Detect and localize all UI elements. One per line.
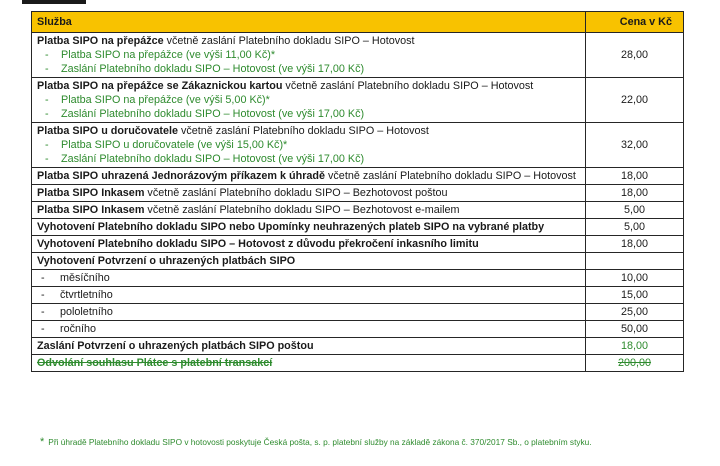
price-cell: 200,00 bbox=[586, 355, 684, 372]
table-row bbox=[32, 33, 684, 78]
service-name: Platba SIPO na přepážce bbox=[37, 35, 164, 47]
column-header-price: Cena v Kč bbox=[586, 12, 684, 33]
confirmation-item: - čtvrtletního bbox=[32, 287, 586, 304]
price-cell: 28,00 bbox=[586, 33, 684, 78]
service-cell bbox=[32, 123, 586, 168]
table-row bbox=[32, 355, 684, 372]
price-cell: 50,00 bbox=[586, 321, 684, 338]
service-name: Vyhotovení Platebního dokladu SIPO – Hotovost z důvodu překročení inkasního limitu bbox=[37, 238, 479, 250]
service-detail: včetně zaslání Platebního dokladu SIPO – Bezhotovost poštou bbox=[144, 187, 448, 199]
table-row bbox=[32, 123, 684, 168]
confirmation-item: - měsíčního bbox=[32, 270, 586, 287]
service-detail: včetně zaslání Platebního dokladu SIPO – Hotovost bbox=[178, 125, 429, 137]
service-name: Vyhotovení Platebního dokladu SIPO nebo Upomínky neuhrazených plateb SIPO na vybrané platby bbox=[37, 221, 545, 233]
sub-item: - Platba SIPO u doručovatele (ve výši 15,00 Kč)* bbox=[45, 139, 288, 151]
table-row bbox=[32, 168, 684, 185]
service-cell bbox=[32, 185, 586, 202]
table-row bbox=[32, 78, 684, 123]
price-cell-empty bbox=[586, 253, 684, 270]
service-detail: včetně zaslání Platebního dokladu SIPO – Bezhotovost e-mailem bbox=[144, 204, 460, 216]
top-rule bbox=[22, 0, 86, 4]
confirmation-item: - pololetního bbox=[32, 304, 586, 321]
confirmation-item: - ročního bbox=[32, 321, 586, 338]
table-row bbox=[32, 236, 684, 253]
price-cell: 22,00 bbox=[586, 78, 684, 123]
service-cell bbox=[32, 78, 586, 123]
service-cell bbox=[32, 168, 586, 185]
service-cell: Zaslání Potvrzení o uhrazených platbách SIPO poštou bbox=[32, 338, 586, 355]
price-cell: 18,00 bbox=[586, 236, 684, 253]
service-cell bbox=[32, 202, 586, 219]
table-row bbox=[32, 253, 684, 270]
table-row bbox=[32, 202, 684, 219]
service-name: Platba SIPO uhrazená Jednorázovým příkazem k úhradě bbox=[37, 170, 326, 182]
service-name: Platba SIPO na přepážce se Zákaznickou kartou bbox=[37, 80, 283, 92]
table-row bbox=[32, 270, 684, 287]
service-name: Platba SIPO Inkasem bbox=[37, 204, 145, 216]
column-header-service: Služba bbox=[32, 12, 586, 33]
price-cell: 25,00 bbox=[586, 304, 684, 321]
service-cell bbox=[32, 33, 586, 78]
table-row bbox=[32, 338, 684, 355]
service-cell bbox=[32, 219, 586, 236]
confirmation-title: Vyhotovení Potvrzení o uhrazených platbách SIPO bbox=[32, 253, 586, 270]
price-cell: 15,00 bbox=[586, 287, 684, 304]
service-cell bbox=[32, 236, 586, 253]
price-cell: 18,00 bbox=[586, 338, 684, 355]
sub-item: - Platba SIPO na přepážce (ve výši 5,00 Kč)* bbox=[45, 94, 270, 106]
table-row bbox=[32, 287, 684, 304]
sub-item: - Platba SIPO na přepážce (ve výši 11,00 Kč)* bbox=[45, 49, 276, 61]
price-cell: 32,00 bbox=[586, 123, 684, 168]
table-row bbox=[32, 304, 684, 321]
footnote-asterisk: * bbox=[40, 436, 45, 448]
footnote bbox=[40, 436, 690, 448]
price-cell: 5,00 bbox=[586, 219, 684, 236]
price-cell: 18,00 bbox=[586, 185, 684, 202]
price-cell: 5,00 bbox=[586, 202, 684, 219]
service-name: Platba SIPO u doručovatele bbox=[37, 125, 178, 137]
table-row bbox=[32, 219, 684, 236]
table-header-row bbox=[32, 12, 684, 33]
service-detail: včetně zaslání Platebního dokladu SIPO – Hotovost bbox=[325, 170, 576, 182]
footnote-text: Při úhradě Platebního dokladu SIPO v hotovosti poskytuje Česká pošta, s. p. platební služby na základě zákona č. 370/2017 Sb., o platebním styku. bbox=[48, 437, 592, 447]
price-cell: 18,00 bbox=[586, 168, 684, 185]
sub-item: - Zaslání Platebního dokladu SIPO – Hotovost (ve výši 17,00 Kč) bbox=[45, 63, 365, 75]
service-name: Platba SIPO Inkasem bbox=[37, 187, 145, 199]
sub-item: - Zaslání Platebního dokladu SIPO – Hotovost (ve výši 17,00 Kč) bbox=[45, 108, 365, 120]
price-cell: 10,00 bbox=[586, 270, 684, 287]
table-row bbox=[32, 185, 684, 202]
sub-item: - Zaslání Platebního dokladu SIPO – Hotovost (ve výši 17,00 Kč) bbox=[45, 153, 365, 165]
service-detail: včetně zaslání Platebního dokladu SIPO – Hotovost bbox=[282, 80, 534, 92]
service-detail: včetně zaslání Platebního dokladu SIPO – Hotovost bbox=[163, 35, 415, 47]
price-table bbox=[31, 11, 684, 372]
table-row bbox=[32, 321, 684, 338]
service-cell: Odvolání souhlasu Plátce s platební transakcí bbox=[32, 355, 586, 372]
